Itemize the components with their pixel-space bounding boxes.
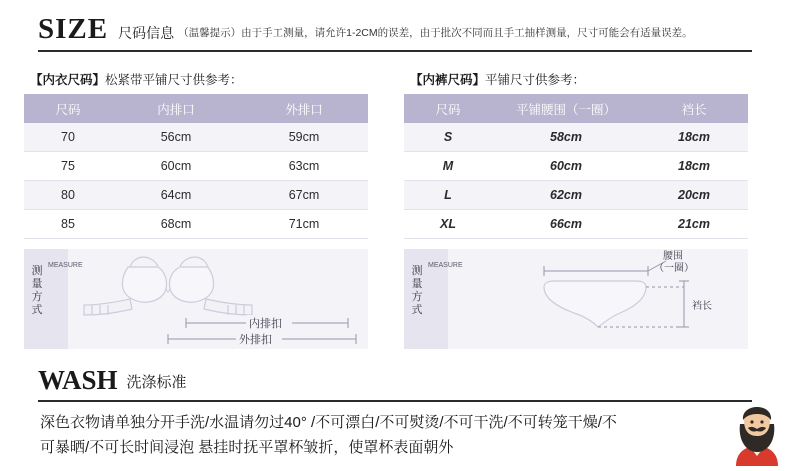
panty-waist-label-1: 腰围: [663, 251, 683, 262]
table-row: [24, 152, 368, 181]
cell: 63cm: [240, 152, 368, 181]
table-header-row: [404, 94, 748, 123]
cell: 67cm: [240, 181, 368, 210]
cell: 21cm: [640, 210, 748, 239]
table-row: [24, 181, 368, 210]
cell: 18cm: [640, 123, 748, 152]
cell: 71cm: [240, 210, 368, 239]
cell: 60cm: [112, 152, 240, 181]
bra-col-outer: 外排口: [240, 94, 368, 123]
table-row: [24, 210, 368, 239]
cell: L: [404, 181, 492, 210]
panty-col-waist: 平铺腰围（一圈）: [492, 94, 640, 123]
cell: 59cm: [240, 123, 368, 152]
wash-divider: [38, 400, 752, 402]
table-row: [404, 123, 748, 152]
bra-table-title-rest: 松紧带平铺尺寸供参考：: [105, 73, 243, 87]
cell: XL: [404, 210, 492, 239]
table-row: [404, 181, 748, 210]
size-divider: [38, 50, 752, 52]
bra-table-title: [30, 72, 368, 88]
cell: 56cm: [112, 123, 240, 152]
cell: 85: [24, 210, 112, 239]
table-row: [24, 123, 368, 152]
size-title-en: SIZE: [38, 13, 109, 45]
cell: 60cm: [492, 152, 640, 181]
bra-col-inner: 内排口: [112, 94, 240, 123]
cell: 62cm: [492, 181, 640, 210]
table-row: [404, 152, 748, 181]
size-measure-note: （温馨提示）由于手工测量，请允许1-2CM的误差，由于批次不同而且手工抽样测量，尺寸可能会有适量误差。: [178, 27, 693, 39]
bra-outer-hook-label: 外排扣: [239, 334, 272, 346]
panty-table-title: [410, 72, 748, 88]
size-section-header: [38, 14, 752, 44]
panty-crotch-label: 裆长: [692, 301, 712, 312]
panty-size-column: [404, 72, 748, 349]
cell: 66cm: [492, 210, 640, 239]
wash-line-1: 深色衣物请单独分开手洗/水温请勿过40° /不可漂白/不可熨烫/不可干洗/不可转笼干燥/不: [40, 414, 617, 431]
table-row: [404, 210, 748, 239]
wash-section-header: [38, 366, 187, 394]
bearded-man-avatar-icon: [730, 406, 784, 466]
cell: 64cm: [112, 181, 240, 210]
cell: 70: [24, 123, 112, 152]
panty-table-title-bracket: 【内裤尺码】: [410, 73, 486, 87]
panty-measure-tab-cn: 测量方式: [411, 265, 423, 316]
cell: 80: [24, 181, 112, 210]
bra-illustration: [68, 249, 368, 349]
panty-table-title-rest: 平铺尺寸供参考：: [485, 73, 586, 87]
wash-title-en: WASH: [38, 365, 118, 395]
cell: 20cm: [640, 181, 748, 210]
bra-size-table: [24, 94, 368, 239]
cell: 68cm: [112, 210, 240, 239]
bra-measure-tab-cn: 测量方式: [31, 265, 43, 316]
panty-measure-tab-en: MEASURE: [428, 262, 463, 269]
bra-measure-box: [24, 249, 368, 349]
table-header-row: [24, 94, 368, 123]
cell: 18cm: [640, 152, 748, 181]
panty-illustration: [448, 249, 748, 349]
panty-waist-label-2: （一圈）: [654, 263, 694, 274]
cell: M: [404, 152, 492, 181]
cell: 75: [24, 152, 112, 181]
size-title-cn: 尺码信息: [118, 25, 175, 41]
panty-measure-tab: [404, 249, 463, 349]
panty-measure-box: [404, 249, 748, 349]
panty-size-table: [404, 94, 748, 239]
panty-col-crotch: 裆长: [640, 94, 748, 123]
panty-col-size: 尺码: [404, 94, 492, 123]
bra-measure-tab-en: MEASURE: [48, 262, 83, 269]
cell: 58cm: [492, 123, 640, 152]
wash-line-2: 可暴晒/不可长时间浸泡 悬挂时抚平罩杯皱折，使罩杯表面朝外: [40, 439, 454, 456]
bra-inner-hook-label: 内排扣: [249, 318, 282, 330]
wash-title-cn: 洗涤标准: [126, 374, 187, 391]
bra-measure-tab: [24, 249, 83, 349]
wash-instructions: [40, 410, 740, 460]
bra-table-title-bracket: 【内衣尺码】: [30, 73, 106, 87]
cell: S: [404, 123, 492, 152]
bra-col-size: 尺码: [24, 94, 112, 123]
bra-size-column: [24, 72, 368, 349]
